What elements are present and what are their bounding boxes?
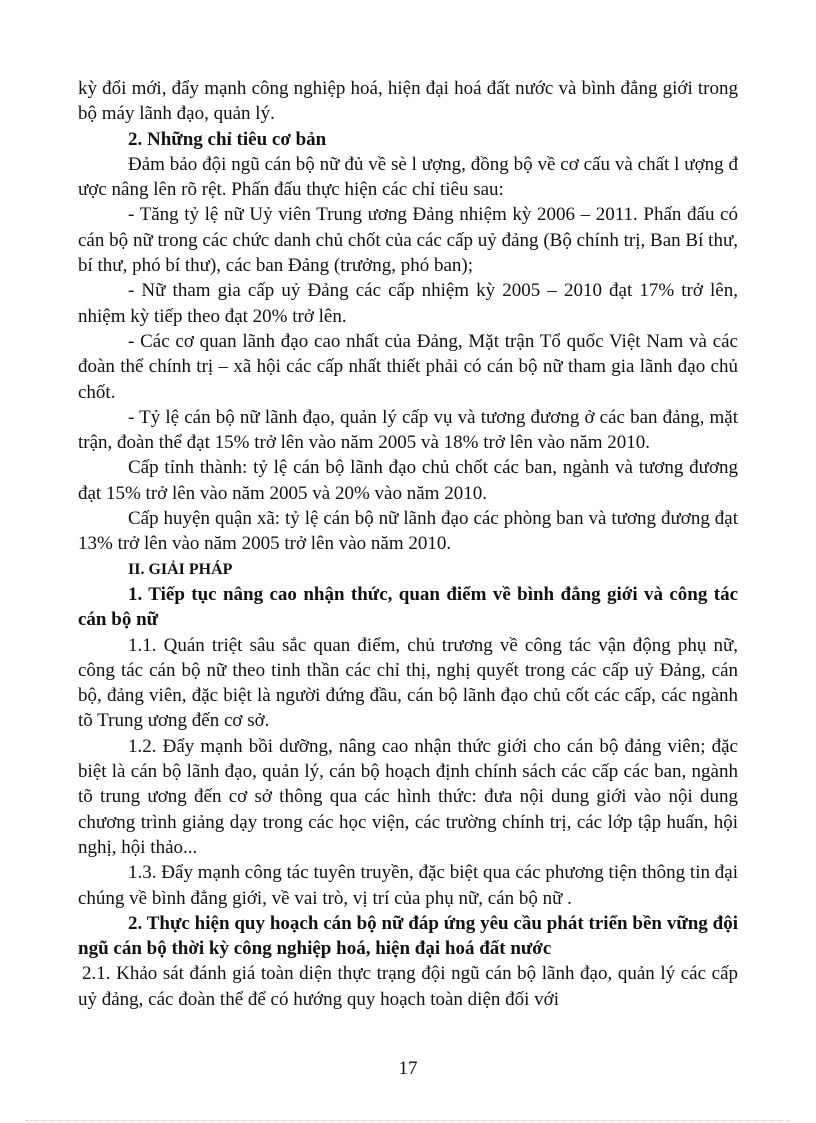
- paragraph-solution-2-1: 2.1. Khảo sát đánh giá toàn diện thực trạng đội ngũ cán bộ lãnh đạo, quản lý các cấp uỷ đảng, các đoàn thể để có hướng quy hoạch toàn diện đối với: [78, 963, 738, 1010]
- paragraph-solution-1-2: 1.2. Đẩy mạnh bồi dưỡng, nâng cao nhận thức giới cho cán bộ đảng viên; đặc biệt là cán bộ lãnh đạo, quản lý, cán bộ hoạch định chính sách các cấp các ban, ngành tõ trung ương đến cơ sở thông qua các hình thức: đưa nội dung giới vào nội dung chương trình giảng dạy trong các học viện, các trường chính trị, các lớp tập huấn, hội nghị, hội thảo...: [78, 735, 738, 858]
- section-heading-solutions: II. GIẢI PHÁP: [128, 560, 233, 578]
- paragraph-target-party-committees: - Nữ tham gia cấp uỷ Đảng các cấp nhiệm kỳ 2005 – 2010 đạt 17% trở lên, nhiệm kỳ tiếp theo đạt 20% trở lên.: [78, 280, 738, 327]
- paragraph-target-central-committee: - Tăng tỷ lệ nữ Uỷ viên Trung ương Đảng nhiệm kỳ 2006 – 2011. Phấn đấu có cán bộ nữ trong các chức danh chủ chốt của các cấp uỷ đảng (Bộ chính trị, Ban Bí thư, bí thư, phó bí thư), các ban Đảng (trưởng, phó ban);: [78, 204, 738, 277]
- section-heading-planning: 2. Thực hiện quy hoạch cán bộ nữ đáp ứng yêu cầu phát triển bền vững đội ngũ cán bộ thời kỳ công nghiệp hoá, hiện đại hoá đất nước: [78, 912, 738, 960]
- paragraph-intro-continuation: kỳ đổi mới, đẩy mạnh công nghiệp hoá, hiện đại hoá đất nước và bình đẳng giới trong bộ máy lãnh đạo, quản lý.: [78, 78, 738, 125]
- page-number: 17: [398, 1058, 418, 1079]
- section-heading-awareness: 1. Tiếp tục nâng cao nhận thức, quan điểm về bình đẳng giới và công tác cán bộ nữ: [78, 583, 738, 631]
- page-bottom-divider: [26, 1120, 790, 1121]
- paragraph-target-province-level: Cấp tỉnh thành: tỷ lệ cán bộ lãnh đạo chủ chốt các ban, ngành và tương đương đạt 15% trở lên vào năm 2005 và 20% vào năm 2010.: [78, 457, 738, 504]
- section-heading-basic-targets: 2. Những chỉ tiêu cơ bản: [128, 128, 327, 150]
- document-page: [78, 76, 738, 1012]
- paragraph-target-leading-bodies: - Các cơ quan lãnh đạo cao nhất của Đảng, Mặt trận Tổ quốc Việt Nam và các đoàn thể chính trị – xã hội các cấp nhất thiết phải có cán bộ nữ tham gia lãnh đạo chủ chốt.: [78, 330, 738, 403]
- paragraph-solution-1-3: 1.3. Đẩy mạnh công tác tuyên truyền, đặc biệt qua các phương tiện thông tin đại chúng về bình đẳng giới, về vai trò, vị trí của phụ nữ, cán bộ nữ .: [78, 862, 738, 909]
- paragraph-targets-intro: Đảm bảo đội ngũ cán bộ nữ đủ về sè l ượng, đồng bộ về cơ cấu và chất l ượng đ ược nâng lên rõ rệt. Phấn đấu thực hiện các chỉ tiêu sau:: [78, 153, 738, 201]
- paragraph-solution-1-1: 1.1. Quán triệt sâu sắc quan điểm, chủ trương về công tác vận động phụ nữ, công tác cán bộ nữ theo tinh thần các chỉ thị, nghị quyết trong các cấp uỷ Đảng, cán bộ, đảng viên, đặc biệt là người đứng đầu, cán bộ lãnh đạo chủ cốt các cấp, các ngành tõ Trung ương đến cơ sở.: [78, 634, 738, 732]
- paragraph-target-department-level: - Tỷ lệ cán bộ nữ lãnh đạo, quản lý cấp vụ và tương đương ở các ban đảng, mặt trận, đoàn thể đạt 15% trở lên vào năm 2005 và 18% trở lên vào năm 2010.: [78, 406, 738, 454]
- paragraph-target-district-level: Cấp huyện quận xã: tỷ lệ cán bộ nữ lãnh đạo các phòng ban và tương đương đạt 13% trở lên vào năm 2005 trở lên vào năm 2010.: [78, 508, 738, 555]
